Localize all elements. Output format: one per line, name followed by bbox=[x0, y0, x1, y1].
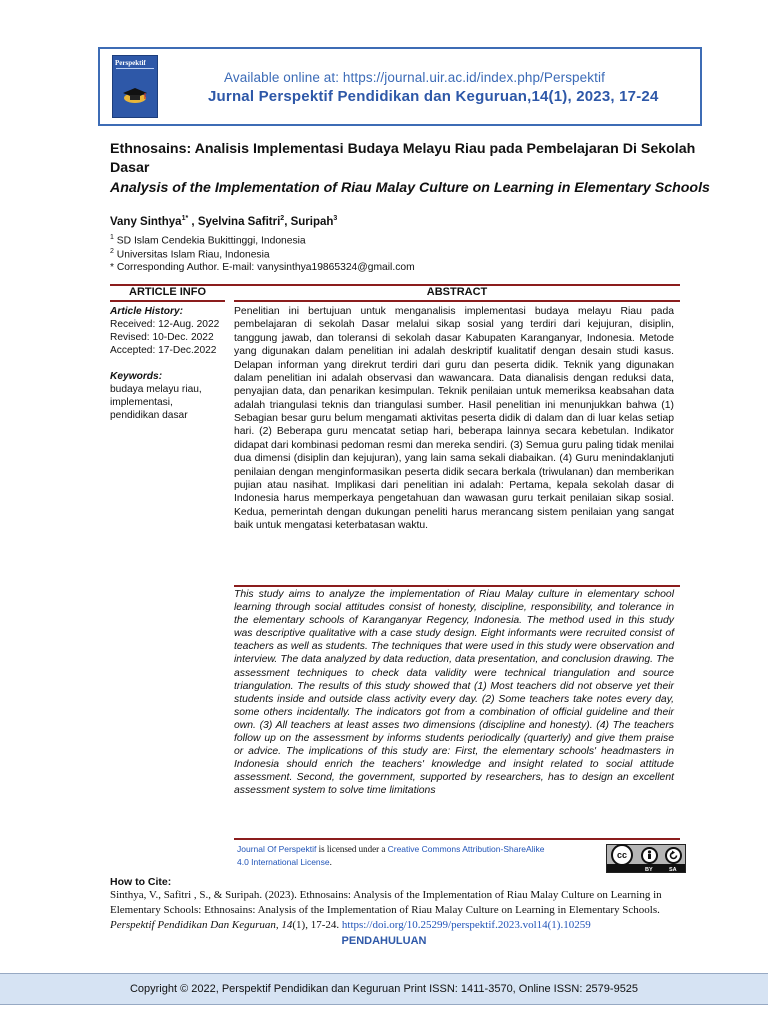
citation-text bbox=[110, 888, 700, 932]
share-alike-icon bbox=[665, 847, 682, 864]
abstract-header-rule bbox=[234, 300, 680, 302]
received-date: Received: 12-Aug. 2022 bbox=[110, 319, 220, 330]
affiliation-2-text: Universitas Islam Riau, Indonesia bbox=[116, 249, 270, 261]
how-to-cite-heading: How to Cite: bbox=[110, 876, 172, 888]
author-1-sup: 1* bbox=[181, 215, 189, 222]
abstract-divider-rule bbox=[234, 585, 680, 587]
author-2-sup: 2 bbox=[280, 215, 285, 222]
author-3: Suripah bbox=[290, 215, 334, 228]
journal-link[interactable]: Journal Of Perspektif bbox=[237, 844, 317, 854]
journal-citation: Jurnal Perspektif Pendidikan dan Keguruan,14(1), 2023, 17-24 bbox=[208, 88, 659, 105]
affiliation-2-sup: 2 bbox=[110, 248, 114, 255]
cc-license-link-2[interactable]: 4.0 International License bbox=[237, 857, 330, 867]
abstract-english: This study aims to analyze the implementation of Riau Malay culture in elementary school learning through social attitudes consist of honesty, discipline, responsibility, and tolerance in the elementary schools of Karanganyar Regency, Indonesia. The method used in this study was descriptive qualitative with a case study design. Eight informants were recruited consist of teachers as well as students. The techniques that were used in this study were observation and interview. The data analyzed by data reduction, data presentation, and conclusion drawing. The assessment techniques to check data validity were technical triangulation and source triangulation. The results of this study showed that (1) Most teachers did not observe yet their students inside and outside class activity every day. (2) Some teachers take notes every day, some others incidentally. The indicators got from a combination of official guideline and their own. (3) All teachers at least asses two dimensions (discipline and honesty). (4) The teachers follow up on the assessment by informs students periodically (quarterly) and give them praise or advice. The implications of this study are: First, the elementary schools' headmasters in Indonesia should enrich the teachers' knowledge and insight related to social attitude assessment. Second, the government, supported by researchers, has to design an excellent assessment system to solve time limitations bbox=[234, 589, 674, 797]
author-list bbox=[110, 215, 337, 228]
citation-issue: (1), 17-24. bbox=[292, 918, 342, 931]
title-english: Analysis of the Implementation of Riau Malay Culture on Learning in Elementary Schools bbox=[110, 180, 710, 196]
citation-journal: Perspektif Pendidikan Dan Keguruan, 14 bbox=[110, 918, 293, 931]
journal-cover-image bbox=[112, 55, 158, 118]
article-info-heading: ARTICLE INFO bbox=[129, 286, 206, 298]
article-info bbox=[110, 305, 225, 422]
cc-license-link[interactable]: Creative Commons Attribution-ShareAlike bbox=[387, 844, 545, 854]
author-1: Vany Sinthya bbox=[110, 215, 182, 228]
person-icon bbox=[641, 847, 658, 864]
affiliation-1 bbox=[110, 234, 306, 246]
table-bottom-rule bbox=[234, 838, 680, 840]
keyword-item: budaya melayu riau, bbox=[110, 384, 202, 395]
history-label: Article History: bbox=[110, 306, 184, 317]
keywords-label: Keywords: bbox=[110, 371, 163, 382]
cover-brand: Perspektif bbox=[115, 59, 146, 67]
info-header-rule bbox=[110, 300, 225, 302]
affiliation-1-text: SD Islam Cendekia Bukittinggi, Indonesia bbox=[116, 235, 306, 247]
license-period: . bbox=[329, 857, 332, 867]
title-indonesian: Ethnosains: Analisis Implementasi Budaya Melayu Riau pada Pembelajaran Di Sekolah Dasar bbox=[110, 141, 696, 176]
available-online-text: Available online at: https://journal.uir.ac.id/index.php/Perspektif bbox=[224, 70, 605, 85]
accepted-date: Accepted: 17-Dec.2022 bbox=[110, 345, 217, 356]
abstract-heading: ABSTRACT bbox=[426, 286, 488, 298]
license-text: is licensed under a bbox=[316, 844, 388, 854]
abstract-indonesian: Penelitian ini bertujuan untuk menganalisis implementasi budaya melayu Riau pada pembelajaran di sekolah Dasar melalui sikap sosial yang terdiri dari kejujuran, disiplin, tanggung jawab, dan toleransi di sekolah dasar Kabupaten Karanganyar, Indonesia. Metode yang digunakan dalam penelitian ini adalah deskriptif kualitatif dengan desain studi kasus. Delapan informan yang direkrut terdiri dari guru dan peserta didik. Teknik yang digunakan dalam penelitian ini adalah observasi dan wawancara. Data dianalisis dengan reduksi data, penyajian data, dan penarikan kesimpulan. Teknik penilaian untuk memeriksa keabsahan data adalah triangulasi teknis dan triangulasi sumber. Hasil penelitian ini menunjukkan bahwa (1) Sebagian besar guru belum mengamati aktivitas peserta didik di dalam dan di luar kelas setiap hari. (2) Beberapa guru mencatat setiap hari, beberapa lainnya secara kebetulan. Indikator didapat dari kombinasi pedoman resmi dan mereka sendiri. (3) Semua guru paling tidak menilai dua dimensi (disiplin dan kejujuran), yang lain sama sekali diabaikan. (4) Guru menindaklanjuti penilaian dengan menginformasikan peserta didik secara berkala (triwulanan) dan memberikan pujian atau nasihat. Implikasi dari penelitian ini adalah: Pertama, kepala sekolah dasar di Indonesia harus memperkaya pengetahuan dan wawasan guru terkait penilaian sikap sosial. Kedua, pemerintah dengan dukungan peneliti harus merancang sistem penilaian yang sangat baik untuk mengatasi keterbatasan waktu. bbox=[234, 306, 674, 531]
revised-date: Revised: 10-Dec. 2022 bbox=[110, 332, 214, 343]
journal-header bbox=[98, 47, 702, 126]
cc-by-sa-badge-icon[interactable] bbox=[606, 844, 686, 873]
cover-divider bbox=[116, 68, 154, 69]
affiliation-2 bbox=[110, 248, 270, 260]
sa-label: SA bbox=[669, 867, 677, 873]
cc-logo-icon: cc bbox=[611, 844, 633, 866]
by-label: BY bbox=[645, 867, 653, 873]
keyword-item: pendidikan dasar bbox=[110, 410, 188, 421]
author-sep-1: , bbox=[188, 215, 198, 228]
graduation-cap-icon bbox=[121, 86, 149, 104]
author-3-sup: 3 bbox=[333, 215, 338, 222]
page-footer bbox=[0, 973, 768, 1005]
author-2: Syelvina Safitri bbox=[197, 215, 281, 228]
affiliation-1-sup: 1 bbox=[110, 234, 114, 241]
citation-body: Sinthya, V., Safitri , S., & Suripah. (2023). Ethnosains: Analysis of the Implementation of Riau Malay Culture on Learning in Elementary Schools: Ethnosains: Analysis of the Implementation of Riau Malay Culture on Learning in Elementary Schools. bbox=[110, 889, 662, 916]
corresponding-author: * Corresponding Author. E-mail: vanysinthya19865324@gmail.com bbox=[110, 262, 415, 273]
author-sep-2: , bbox=[284, 215, 291, 228]
section-heading: PENDAHULUAN bbox=[341, 935, 427, 947]
doi-link[interactable]: https://doi.org/10.25299/perspektif.2023.vol14(1).10259 bbox=[341, 918, 591, 931]
keyword-item: implementasi, bbox=[110, 397, 173, 408]
copyright-text: Copyright © 2022, Perspektif Pendidikan dan Keguruan Print ISSN: 1411-3570, Online ISSN: 2579-9525 bbox=[129, 983, 639, 995]
license-statement bbox=[237, 843, 607, 869]
